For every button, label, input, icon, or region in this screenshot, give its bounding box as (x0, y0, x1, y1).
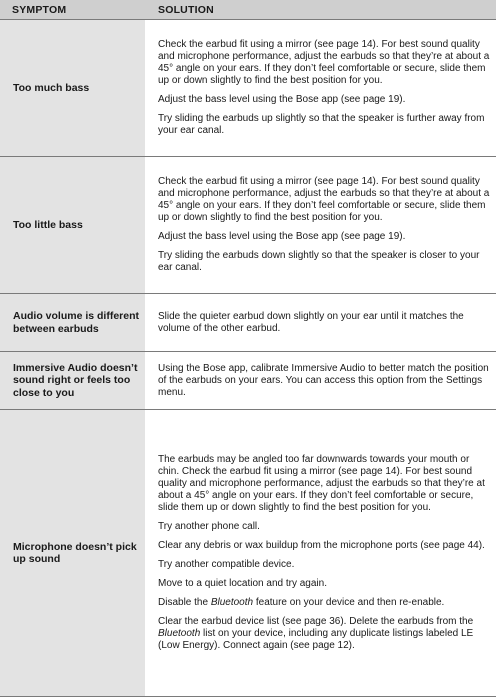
solution-cell (145, 157, 496, 293)
solution-text: Try sliding the earbuds up slightly so that the speaker is further away from your ear canal. (158, 113, 485, 136)
solution-text: Move to a quiet location and try again. (158, 578, 327, 589)
symptom-cell: Audio volume is different between earbuds (0, 294, 145, 351)
solution-text: Adjust the bass level using the Bose app (see page 19). (158, 94, 406, 105)
solution-text: Try another compatible device. (158, 559, 295, 570)
solution-cell (145, 20, 496, 156)
symptom-cell: Too much bass (0, 20, 145, 156)
header-symptom-label: SYMPTOM (12, 4, 67, 16)
header-solution-cell (145, 0, 496, 19)
solution-cell (145, 410, 496, 696)
symptom-cell: Microphone doesn’t pick up sound (0, 410, 145, 696)
table-row (0, 410, 496, 697)
solution-text: Using the Bose app, calibrate Immersive Audio to better match the position of the earbuds on your ears. You can access this option from the Settings menu. (158, 362, 489, 398)
header-symptom-cell (0, 0, 145, 19)
solution-text: Slide the quieter earbud down slightly on your ear until it matches the volume of the other earbud. (158, 310, 464, 334)
solution-text: Disable the Bluetooth feature on your device and then re-enable. (158, 597, 445, 608)
solution-text: The earbuds may be angled too far downwards towards your mouth or chin. Check the earbud fit using a mirror (see page 14). For best sound quality and microphone performance, adjust the earbuds so that they’re at about a 45° angle on your ears. If they don’t feel comfortable or secure, slide them up or down slightly to find the best position for you. (158, 454, 485, 513)
solution-text: Try sliding the earbuds down slightly so that the speaker is closer to your ear canal. (158, 250, 480, 273)
table-row (0, 20, 496, 157)
header-solution-label: SOLUTION (158, 4, 214, 16)
solution-text: Try another phone call. (158, 521, 260, 532)
table-header (0, 0, 496, 20)
symptom-cell: Too little bass (0, 157, 145, 293)
bluetooth-term: Bluetooth (158, 628, 201, 639)
solution-text: Check the earbud fit using a mirror (see page 14). For best sound quality and microphone performance, adjust the earbuds so that they’re at about a 45° angle on your ears. If they don’t feel comfortable or secure, slide them up or down slightly to find the best position for you. (158, 176, 490, 223)
solution-text: Adjust the bass level using the Bose app (see page 19). (158, 231, 406, 242)
table-row (0, 157, 496, 294)
bluetooth-term: Bluetooth (210, 597, 254, 608)
solution-cell (145, 352, 496, 409)
table-row (0, 352, 496, 410)
solution-text: Check the earbud fit using a mirror (see page 14). For best sound quality and microphone performance, adjust the earbuds so that they’re at about a 45° angle on your ears. If they don’t feel comfortable or secure, slide them up or down slightly to find the best position for you. (158, 39, 490, 86)
solution-text: Clear the earbud device list (see page 36). Delete the earbuds from the Bluetooth list on your device, including any duplicate listings labeled LE (Low Energy). Connect again (see page 12). (158, 616, 474, 651)
symptom-cell: Immersive Audio doesn’t sound right or feels too close to you (0, 352, 145, 409)
solution-text: Clear any debris or wax buildup from the microphone ports (see page 44). (158, 540, 485, 551)
solution-cell (145, 294, 496, 351)
table-row (0, 294, 496, 352)
